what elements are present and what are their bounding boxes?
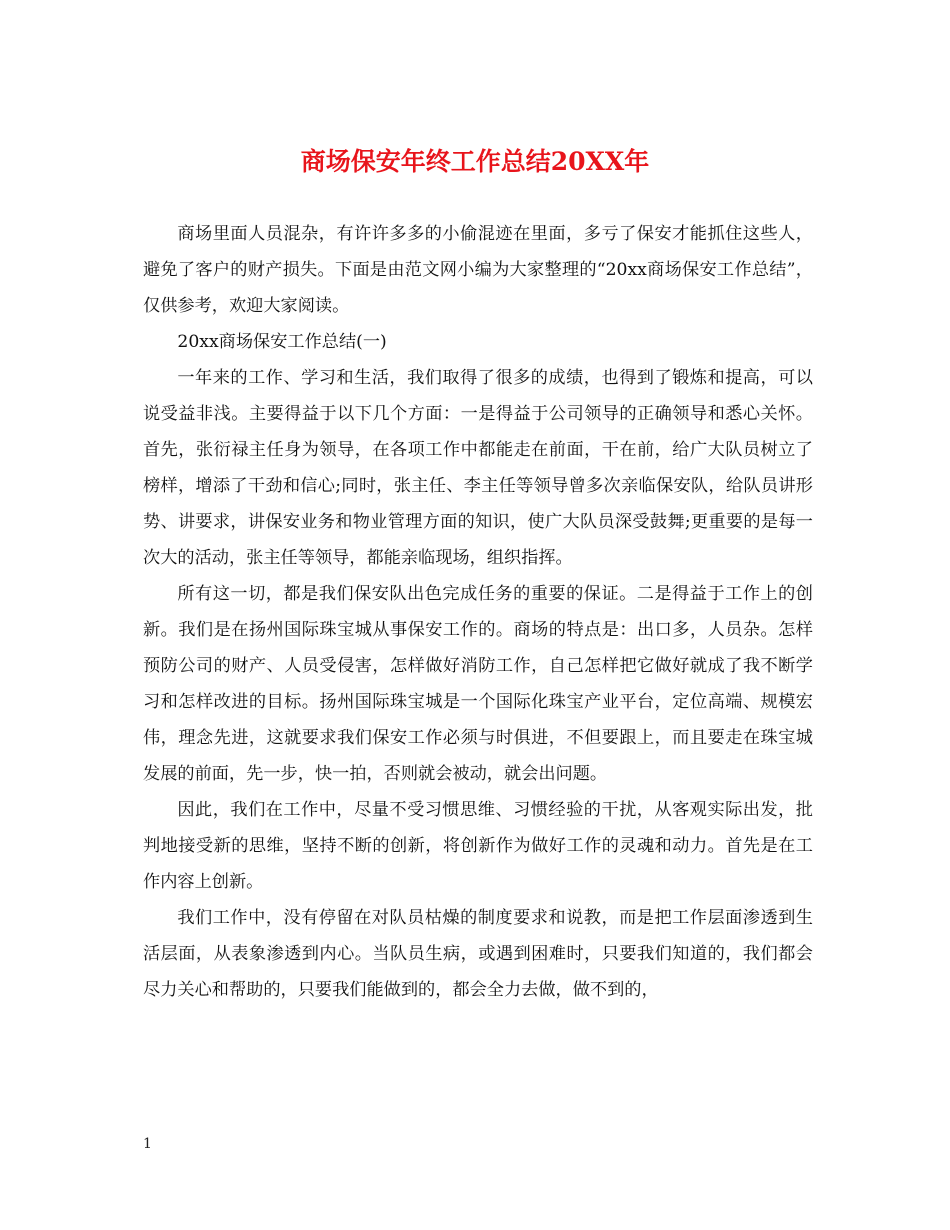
page-number: 1	[143, 1136, 152, 1152]
paragraph-care: 我们工作中，没有停留在对队员枯燥的制度要求和说教，而是把工作层面渗透到生活层面，从表象渗透到内心。当队员生病，或遇到困难时，只要我们知道的，我们都会尽力关心和帮助的，只要我们能做到的，都会全力去做，做不到的，	[143, 908, 813, 1000]
paragraph-achievements: 一年来的工作、学习和生活，我们取得了很多的成绩，也得到了锻炼和提高，可以说受益非浅。主要得益于以下几个方面：一是得益于公司领导的正确领导和悉心关怀。首先，张衍禄主任身为领导，在各项工作中都能走在前面，干在前，给广大队员树立了榜样，增添了干劲和信心;同时，张主任、李主任等领导曾多次亲临保安队，给队员讲形势、讲要求，讲保安业务和物业管理方面的知识，使广大队员深受鼓舞;更重要的是每一次大的活动，张主任等领导，都能亲临现场，组织指挥。	[143, 368, 813, 568]
paragraph-innovation: 所有这一切，都是我们保安队出色完成任务的重要的保证。二是得益于工作上的创新。我们是在扬州国际珠宝城从事保安工作的。商场的特点是：出口多，人员杂。怎样预防公司的财产、人员受侵害，怎样做好消防工作，自己怎样把它做好就成了我不断学习和怎样改进的目标。扬州国际珠宝城是一个国际化珠宝产业平台，定位高端、规模宏伟，理念先进，这就要求我们保安工作必须与时俱进，不但要跟上，而且要走在珠宝城发展的前面，先一步，快一拍，否则就会被动，就会出问题。	[143, 584, 813, 784]
paragraph-thinking: 因此，我们在工作中，尽量不受习惯思维、习惯经验的干扰，从客观实际出发，批判地接受新的思维，坚持不断的创新，将创新作为做好工作的灵魂和动力。首先是在工作内容上创新。	[143, 800, 813, 892]
document-title: 商场保安年终工作总结20XX年	[300, 147, 650, 176]
paragraph-intro: 商场里面人员混杂，有许许多多的小偷混迹在里面，多亏了保安才能抓住这些人，避免了客户的财产损失。下面是由范文网小编为大家整理的“20xx商场保安工作总结”，仅供参考，欢迎大家阅读。	[143, 224, 813, 316]
paragraph-section-heading: 20xx商场保安工作总结(一)	[177, 332, 387, 352]
document-body	[143, 216, 813, 1008]
